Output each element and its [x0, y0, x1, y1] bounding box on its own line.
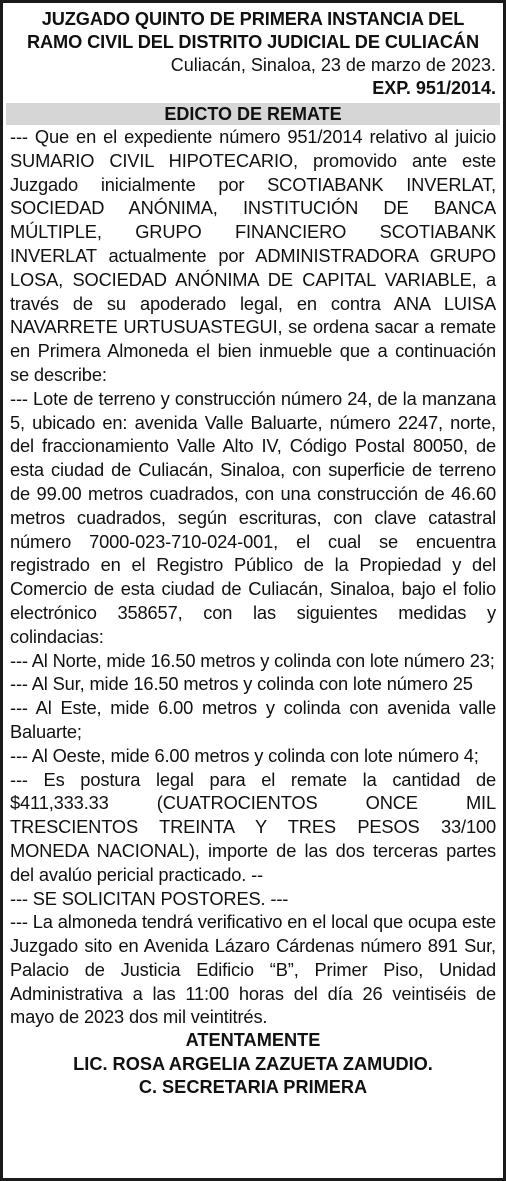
court-name-line2: RAMO CIVIL DEL DISTRITO JUDICIAL DE CULIACÁN: [26, 32, 479, 52]
court-name-line1: JUZGADO QUINTO DE PRIMERA INSTANCIA DEL: [41, 9, 465, 29]
signature-name: LIC. ROSA ARGELIA ZAZUETA ZAMUDIO.: [73, 1053, 433, 1074]
paragraph-bidders: --- SE SOLICITAN POSTORES. ---: [10, 887, 289, 909]
paragraph-venue: --- La almoneda tendrá verificativo en el local que ocupa este Juzgado sito en Avenida Lázaro Cárdenas número 891 Sur, Palacio de Justicia Edificio “B”, Primer Piso, Unidad Administrativa a las 11:00 horas del día 26 veintiséis de mayo de 2023 dos mil veintitrés.: [10, 911, 496, 1028]
edict-title: EDICTO DE REMATE: [6, 103, 500, 125]
paragraph-bid: --- Es postura legal para el remate la cantidad de $411,333.33 (CUATROCIENTOS ONCE MIL TRESCIENTOS TREINTA Y TRES PESOS 33/100 MONEDA NACIONAL), importe de las dos terceras partes del avalúo pericial practicado. --: [10, 768, 496, 885]
paragraph-intro: --- Que en el expediente número 951/2014 relativo al juicio SUMARIO CIVIL HIPOTECARIO, promovido ante este Juzgado inicialmente por SCOTIABANK INVERLAT, SOCIEDAD ANÓNIMA, INSTITUCIÓN DE BANCA MÚLTIPLE, GRUPO FINANCIERO SCOTIABANK INVERLAT actualmente por ADMINISTRADORA GRUPO LOSA, SOCIEDAD ANÓNIMA DE CAPITAL VARIABLE, a través de su apoderado legal, en contra ANA LUISA NAVARRETE URTUSUASTEGUI, se ordena sacar a remate en Primera Almoneda el bien inmueble que a continuación se describe:: [10, 126, 496, 385]
edict-body: [10, 125, 496, 1029]
signature-closing: ATENTAMENTE: [185, 1030, 321, 1051]
paragraph-west: --- Al Oeste, mide 6.00 metros y colinda con lote número 4;: [10, 744, 479, 766]
paragraph-south: --- Al Sur, mide 16.50 metros y colinda con lote número 25: [10, 673, 473, 695]
signature-role: C. SECRETARIA PRIMERA: [138, 1077, 368, 1098]
place-date: Culiacán, Sinaloa, 23 de marzo de 2023.: [170, 55, 496, 75]
paragraph-east: --- Al Este, mide 6.00 metros y colinda con avenida valle Baluarte;: [10, 697, 496, 742]
paragraph-north: --- Al Norte, mide 16.50 metros y colinda con lote número 23;: [10, 649, 495, 671]
notice-content: [10, 8, 496, 1100]
paragraph-property: --- Lote de terreno y construcción número 24, de la manzana 5, ubicado en: avenida Valle Baluarte, número 2247, norte, del fraccionamiento Valle Alto IV, Código Postal 80050, de esta ciudad de Culiacán, Sinaloa, con superficie de terreno de 99.00 metros cuadrados, con una construcción de 46.60 metros cuadrados, según escrituras, con clave catastral número 7000-023-710-024-001, el cual se encuentra registrado en el Registro Público de la Propiedad y del Comercio de esta ciudad de Culiacán, Sinaloa, bajo el folio electrónico 358657, con las siguientes medidas y colindacias:: [10, 387, 496, 647]
case-number: EXP. 951/2014.: [372, 78, 496, 98]
